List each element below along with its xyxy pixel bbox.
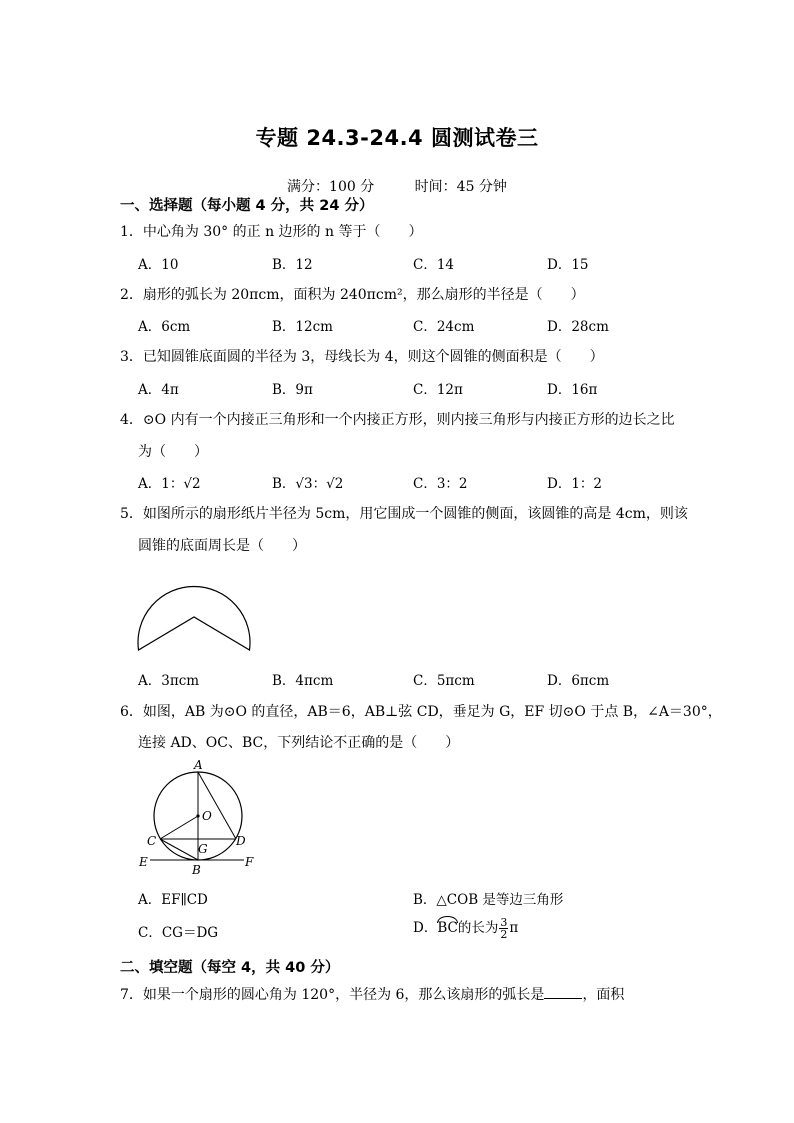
answer-blank (544, 986, 582, 999)
label-o: O (202, 809, 212, 823)
denominator: 2 (500, 928, 508, 941)
question-6-cont: 连接 AD、OC、BC，下列结论不正确的是（ ） (138, 735, 460, 751)
option-d-mid: 的长为 (457, 920, 499, 936)
fraction (499, 917, 508, 940)
option-d: D．16π (547, 382, 598, 398)
arc-bc: BC (437, 920, 458, 936)
center-dot (196, 814, 199, 817)
option-a: A．4π (138, 382, 179, 398)
option-b: B．12cm (272, 319, 333, 335)
option-d: D．28cm (547, 319, 609, 335)
option-c: C．CG＝DG (138, 925, 219, 941)
option-d: D．15 (547, 257, 589, 273)
option-c: C．3：2 (413, 476, 468, 492)
option-b: B．△COB 是等边三角形 (413, 892, 564, 908)
label-a: A (194, 758, 203, 772)
label-g: G (198, 842, 208, 856)
segment-ad (198, 772, 236, 839)
section-heading-fill: 二、填空题（每空 4，共 40 分） (120, 960, 340, 976)
option-d (413, 916, 518, 940)
question-7-end: ，面积 (582, 987, 625, 1003)
option-c: C．14 (413, 257, 455, 273)
question-4-cont: 为（ ） (138, 444, 208, 460)
option-d-prefix: D． (413, 920, 438, 936)
numerator: 3 (500, 916, 508, 929)
option-a: A．3πcm (138, 673, 200, 689)
option-a: A．10 (138, 257, 179, 273)
label-d: D (236, 834, 246, 848)
option-b: B．9π (272, 382, 313, 398)
question-4: 4．⊙O 内有一个内接正三角形和一个内接正方形，则内接三角形与内接正方形的边长之比 (120, 412, 675, 428)
option-b: B．√3：√2 (272, 476, 344, 492)
option-c: C．12π (413, 382, 463, 398)
question-7 (120, 984, 624, 1004)
section-heading-choice: 一、选择题（每小题 4 分，共 24 分） (120, 198, 374, 214)
question-7-text: 7．如果一个扇形的圆心角为 120°，半径为 6，那么该扇形的弧长是 (120, 987, 545, 1003)
option-d-suffix: π (509, 920, 519, 936)
label-c: C (147, 834, 157, 848)
sector-figure (132, 568, 258, 658)
question-6: 6．如图，AB 为⊙O 的直径，AB＝6，AB⊥弦 CD，垂足为 G，EF 切⊙O 于点 B，∠A＝30°， (120, 704, 722, 720)
option-d: D．6πcm (547, 673, 610, 689)
option-a: A．1：√2 (138, 476, 201, 492)
circle-figure (134, 756, 266, 880)
full-score: 满分：100 分 (287, 179, 375, 195)
option-a: A．EF∥CD (138, 892, 208, 908)
label-e: E (139, 855, 148, 869)
segment-bc (160, 839, 198, 860)
label-b: B (192, 863, 201, 877)
question-3: 3．已知圆锥底面圆的半径为 3，母线长为 4，则这个圆锥的侧面积是（ ） (120, 349, 604, 365)
page-title: 专题 24.3-24.4 圆测试卷三 (255, 126, 539, 150)
option-d: D．1：2 (547, 476, 603, 492)
option-c: C．24cm (413, 319, 475, 335)
question-1: 1．中心角为 30° 的正 n 边形的 n 等于（ ） (120, 224, 423, 240)
time-limit: 时间：45 分钟 (414, 179, 507, 195)
question-5: 5．如图所示的扇形纸片半径为 5cm，用它围成一个圆锥的侧面，该圆锥的高是 4cm，则该 (120, 506, 688, 522)
sector-shape (138, 587, 250, 650)
question-5-cont: 圆锥的底面周长是（ ） (138, 538, 306, 554)
question-2: 2．扇形的弧长为 20πcm，面积为 240πcm²，那么扇形的半径是（ ） (120, 287, 585, 303)
option-c: C．5πcm (413, 673, 475, 689)
segment-oc (160, 816, 198, 839)
option-b: B．4πcm (272, 673, 334, 689)
option-a: A．6cm (138, 319, 191, 335)
option-b: B．12 (272, 257, 313, 273)
exam-meta (0, 176, 794, 196)
label-f: F (245, 855, 254, 869)
